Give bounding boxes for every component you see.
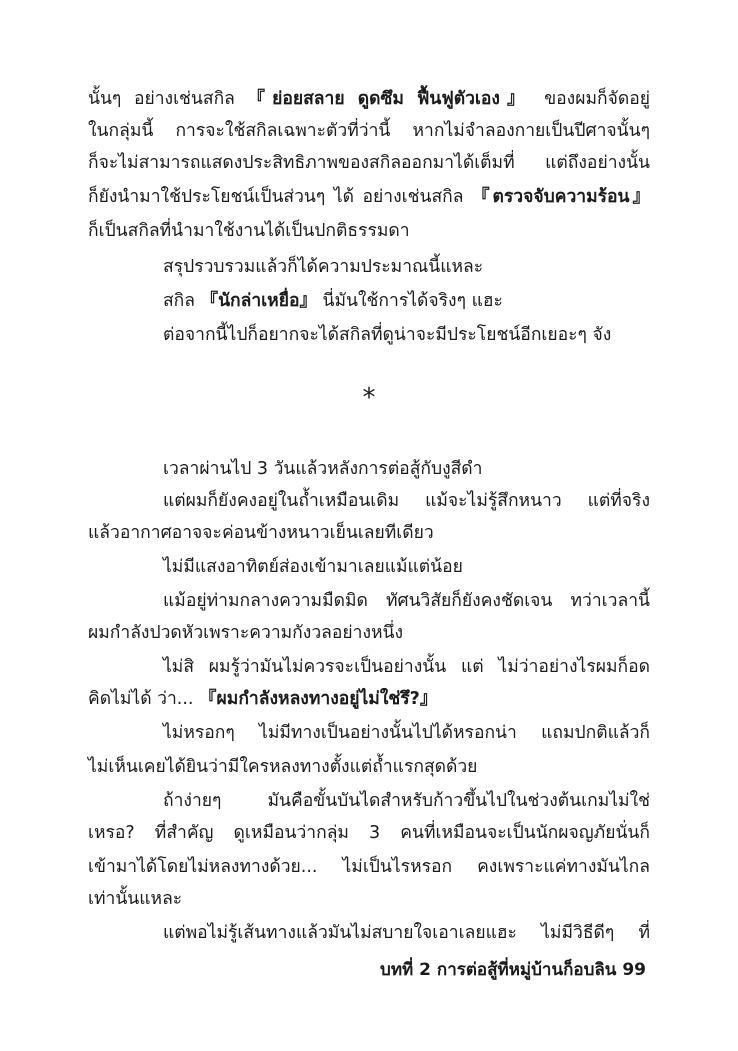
text-line: แต่ผมก็ยังคงอยู่ในถ้ำเหมือนเดิม แม้จะไม่รู้สึกหนาว แต่ที่จริง xyxy=(163,491,650,511)
page-footer: บทที่ 2 การต่อสู้ที่หมู่บ้านก็อบลิน 99 xyxy=(380,960,646,980)
text-line: สรุปรวบรวมแล้วก็ได้ความประมาณนี้แหละ xyxy=(163,257,484,277)
text-line: ก็ยังนำมาใช้ประโยชน์เป็นส่วนๆ ได้ อย่างเช่นสกิล 『ตรวจจับความร้อน』 xyxy=(88,187,650,207)
text-line: แล้วอากาศอาจจะค่อนข้างหนาวเย็นเลยทีเดียว xyxy=(88,523,434,543)
text-line: เหรอ? ที่สำคัญ ดูเหมือนว่ากลุ่ม 3 คนที่เหมือนจะเป็นนักผจญภัยนั่นก็ xyxy=(88,823,650,843)
text-line: ต่อจากนี้ไปก็อยากจะได้สกิลที่ดูน่าจะมีประโยชน์อีกเยอะๆ จัง xyxy=(163,325,612,345)
text-line: เท่านั้นแหละ xyxy=(88,889,183,909)
text-line: แต่พอไม่รู้เส้นทางแล้วมันไม่สบายใจเอาเลยแฮะ ไม่มีวิธีดีๆ ที่ xyxy=(163,923,650,943)
text-line: ก็เป็นสกิลที่นำมาใช้งานได้เป็นปกติธรรมดา xyxy=(88,221,410,241)
text-line: ผมกำลังปวดหัวเพราะความกังวลอย่างหนึ่ง xyxy=(88,623,404,643)
text-line: แม้อยู่ท่ามกลางความมืดมิด ทัศนวิสัยก็ยังคงชัดเจน ทว่าเวลานี้ xyxy=(163,591,650,611)
text-line: ไม่สิ ผมรู้ว่ามันไม่ควรจะเป็นอย่างนั้น แต่ ไม่ว่าอย่างไรผมก็อด xyxy=(163,657,650,677)
text-line: ถ้าง่ายๆ มันคือขั้นบันไดสำหรับก้าวขึ้นไปในช่วงต้นเกมไม่ใช่ xyxy=(163,791,650,811)
text-line: เข้ามาได้โดยไม่หลงทางด้วย... ไม่เป็นไรหรอก คงเพราะแค่ทางมันไกล xyxy=(88,857,650,877)
text-line: ก็จะไม่สามารถแสดงประสิทธิภาพของสกิลออกมาได้เต็มที่ แต่ถึงอย่างนั้น xyxy=(88,153,650,173)
text-line: นั้นๆ อย่างเช่นสกิล 『ย่อยสลาย ดูดซึม ฟื้นฟูตัวเอง』 ของผมก็จัดอยู่ xyxy=(88,89,650,109)
text-line: ในกลุ่มนี้ การจะใช้สกิลเฉพาะตัวที่ว่านี้ หากไม่จำลองกายเป็นปีศาจนั้นๆ xyxy=(88,121,650,141)
text-line: เวลาผ่านไป 3 วันแล้วหลังการต่อสู้กับงูสีดำ xyxy=(163,459,483,479)
text-line: ไม่หรอกๆ ไม่มีทางเป็นอย่างนั้นไปได้หรอกน่า แถมปกติแล้วก็ xyxy=(163,723,650,743)
text-line: ไม่เห็นเคยได้ยินว่ามีใครหลงทางตั้งแต่ถ้ำแรกสุดด้วย xyxy=(88,757,478,777)
text-line: คิดไม่ได้ ว่า... 『ผมกำลังหลงทางอยู่ไม่ใช่รึ?』 xyxy=(88,689,438,709)
section-separator: * xyxy=(362,383,376,413)
text-line: ไม่มีแสงอาทิตย์ส่องเข้ามาเลยแม้แต่น้อย xyxy=(163,557,463,577)
text-line: สกิล 『นักล่าเหยื่อ』 นี่มันใช้การได้จริงๆ แฮะ xyxy=(163,291,503,311)
